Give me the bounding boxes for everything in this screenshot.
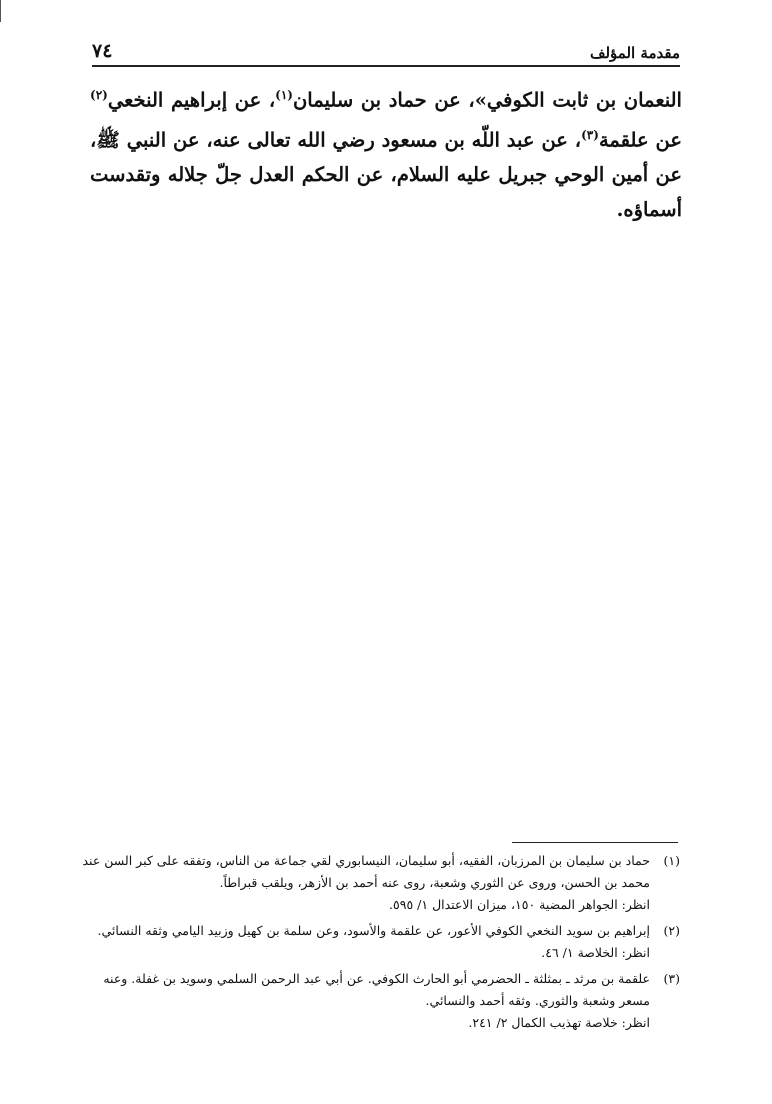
page-header (92, 34, 680, 67)
footnote-line: انظر: خلاصة تهذيب الكمال ٢/ ٢٤١. (468, 1015, 650, 1030)
main-text-segment: النعمان بن ثابت الكوفي»، عن حماد بن سليمان (292, 88, 682, 112)
main-text (90, 78, 682, 227)
footnote-line: حماد بن سليمان بن المرزبان، الفقيه، أبو سليمان، النيسابوري لقي جماعة من الناس، وتفقه على كبر السن عند (82, 853, 650, 868)
footnotes (84, 850, 680, 1034)
running-head: مقدمة المؤلف (589, 44, 680, 62)
main-text-segment: علقمة (598, 128, 649, 151)
main-text-segment: عن (655, 128, 682, 151)
main-text-segment: الوحي جبريل عليه السلام، عن الحكم العدل جلّ جلاله وتقدست أسماؤه. (90, 163, 682, 221)
footnote-line: محمد بن الحسن، وروى عن الثوري وشعبة، روى عنه أحمد بن الأزهر، ويلقب قبراطاً. (219, 875, 650, 890)
main-text-segment: ، عن إبراهيم النخعي (107, 88, 276, 112)
footnote-1 (84, 850, 680, 916)
footnote-ref-3[interactable]: (٣) (581, 127, 599, 142)
page-number: ٧٤ (92, 40, 113, 62)
footnote-line: إبراهيم بن سويد النخعي الكوفي الأعور، عن علقمة والأسود، وعن سلمة بن كهيل وزبيد اليامي وثقه النسائي. (97, 923, 650, 938)
footnote-line: مسعر وشعبة والثوري. وثقه أحمد والنسائي. (425, 993, 650, 1008)
footnote-ref-1[interactable]: (١) (275, 88, 293, 102)
footnote-3 (84, 968, 680, 1034)
footnote-separator (512, 842, 678, 843)
footnote-number: (٣) (663, 971, 680, 986)
footnote-2 (84, 920, 680, 964)
footnote-line: انظر: الخلاصة ١/ ٤٦. (541, 945, 650, 960)
scan-edge-line (0, 0, 1, 22)
footnote-line: علقمة بن مرثد ـ بمثلثة ـ الحضرمي أبو الحارث الكوفي. عن أبي عبد الرحمن السلمي وسويد بن غفلة. وعنه (103, 971, 650, 986)
footnote-line: انظر: الجواهر المضية ١٥٠، ميزان الاعتدال ١/ ٥٩٥. (389, 897, 650, 912)
footnote-number: (١) (663, 853, 680, 868)
footnote-number: (٢) (663, 923, 680, 938)
footnote-ref-2[interactable]: (٢) (90, 88, 108, 102)
main-text-segment: ، عن عبد اللّه بن مسعود رضي الله تعالى عنه، عن النبي ﷺ، عن أمين (90, 128, 682, 186)
